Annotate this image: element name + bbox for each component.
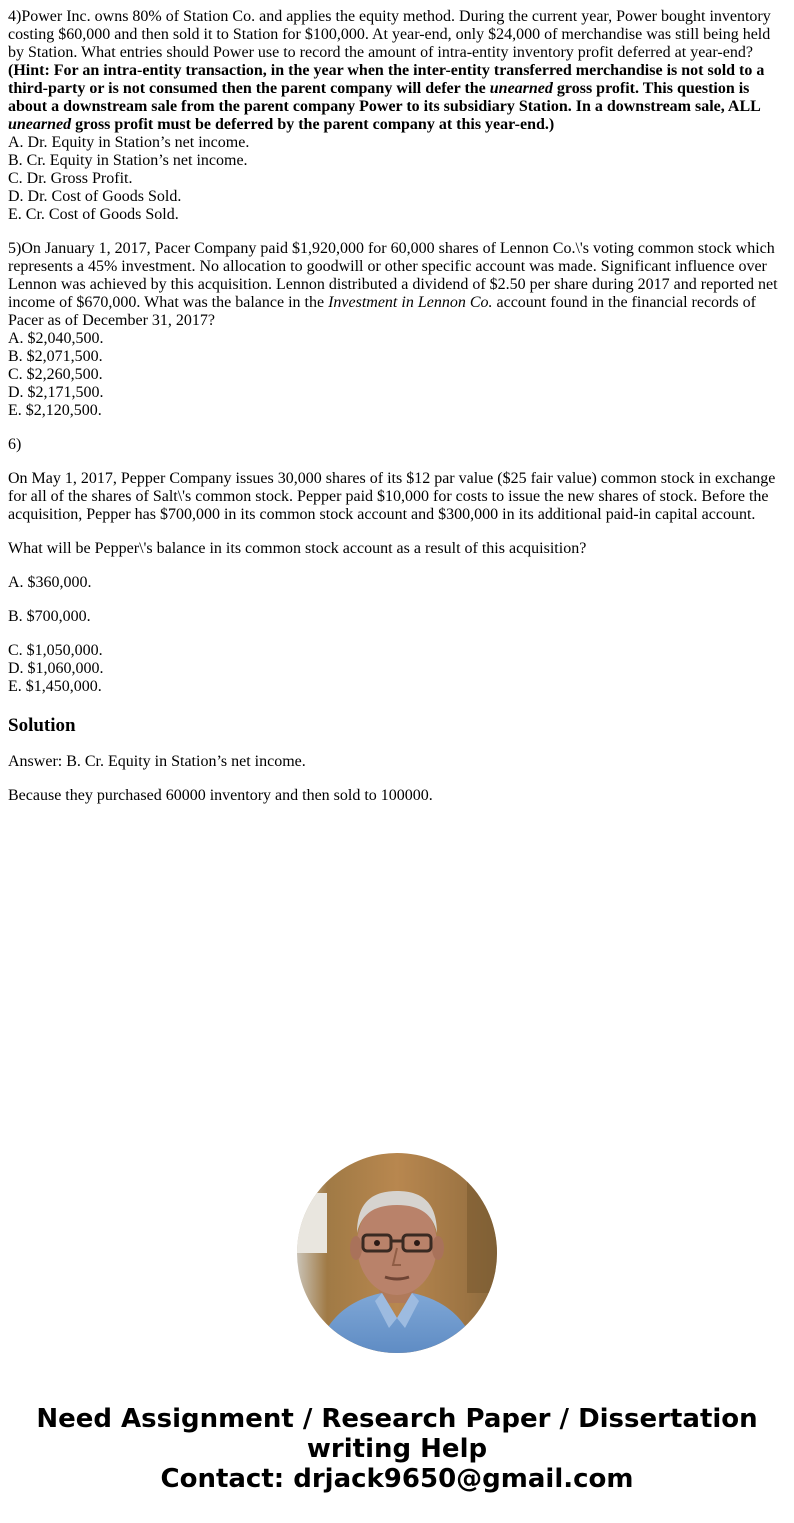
solution-heading: Solution bbox=[8, 715, 76, 736]
question-4-option: C. Dr. Gross Profit. bbox=[8, 170, 133, 187]
account-name: Investment in Lennon Co. bbox=[328, 294, 493, 311]
hint-text: gross profit. This question is about a downstream sale from the parent company Power to its subsidiary Station. In a downstream sale, ALL bbox=[8, 80, 760, 115]
hint-emphasis: unearned bbox=[8, 116, 72, 133]
hint-text: (Hint: For an intra-entity transaction, in the year when the inter-entity transferred merchandise is not sold to a third-party or is not consumed then the parent company will defer the bbox=[8, 62, 765, 97]
question-6 bbox=[8, 436, 786, 696]
question-5-option: E. $2,120,500. bbox=[8, 402, 102, 419]
question-5-text-part: 5)On January 1, 2017, Pacer Company paid $1,920,000 for 60,000 shares of Lennon Co.\'s voting common stock which represents a 45% investment. No allocation to goodwill or other specific account was made. Significant influence over Lennon was achieved by this acquisition. Lennon distributed a dividend of $2.50 per share during 2017 and reported net income of $670,000. What was the balance in the bbox=[8, 240, 778, 311]
question-5-text bbox=[8, 240, 786, 330]
question-6-text: On May 1, 2017, Pepper Company issues 30,000 shares of its $12 par value ($25 fair value) common stock in exchange for all of the shares of Salt\'s common stock. Pepper paid $10,000 for costs to issue the new shares of stock. Before the acquisition, Pepper has $700,000 in its common stock account and $300,000 in its additional paid-in capital account. bbox=[8, 470, 776, 523]
question-5-option: C. $2,260,500. bbox=[8, 366, 103, 383]
question-4-text: 4)Power Inc. owns 80% of Station Co. and applies the equity method. During the current year, Power bought inventory costing $60,000 and then sold it to Station for $100,000. At year-end, only $24,000 of merchandise was still being held by Station. What entries should Power use to record the amount of intra-entity inventory profit deferred at year-end? bbox=[8, 8, 771, 61]
question-6-option: B. $700,000. bbox=[8, 608, 91, 625]
hint-emphasis: unearned bbox=[489, 80, 553, 97]
question-6-option: D. $1,060,000. bbox=[8, 660, 104, 677]
solution-answer: Answer: B. Cr. Equity in Station’s net income. bbox=[8, 753, 306, 770]
question-4-option: B. Cr. Equity in Station’s net income. bbox=[8, 152, 248, 169]
footer-line: Need Assignment / Research Paper / Dissertation bbox=[36, 1404, 758, 1434]
document-content bbox=[8, 8, 786, 805]
question-4-hint bbox=[8, 62, 786, 134]
question-5-text-part: account found in the financial records of Pacer as of December 31, 2017? bbox=[8, 294, 756, 329]
question-5-option: D. $2,171,500. bbox=[8, 384, 104, 401]
question-5-option: A. $2,040,500. bbox=[8, 330, 104, 347]
question-5 bbox=[8, 240, 786, 420]
question-4-option: A. Dr. Equity in Station’s net income. bbox=[8, 134, 250, 151]
footer-line: writing Help bbox=[306, 1434, 488, 1464]
question-4 bbox=[8, 8, 786, 224]
question-4-option: D. Dr. Cost of Goods Sold. bbox=[8, 188, 182, 205]
solution-explanation: Because they purchased 60000 inventory and then sold to 100000. bbox=[8, 787, 433, 804]
footer-promo bbox=[0, 1404, 794, 1494]
hint-text: gross profit must be deferred by the parent company at this year-end.) bbox=[71, 116, 555, 133]
question-6-option: C. $1,050,000. bbox=[8, 642, 103, 659]
footer-contact: Contact: drjack9650@gmail.com bbox=[160, 1464, 634, 1494]
avatar-photo bbox=[297, 1153, 497, 1353]
question-6-option: E. $1,450,000. bbox=[8, 678, 102, 695]
question-6-option: A. $360,000. bbox=[8, 574, 92, 591]
question-6-prompt: What will be Pepper\'s balance in its common stock account as a result of this acquisition? bbox=[8, 540, 587, 557]
question-6-label: 6) bbox=[8, 436, 22, 453]
question-4-option: E. Cr. Cost of Goods Sold. bbox=[8, 206, 179, 223]
question-5-option: B. $2,071,500. bbox=[8, 348, 103, 365]
avatar bbox=[297, 1153, 497, 1353]
